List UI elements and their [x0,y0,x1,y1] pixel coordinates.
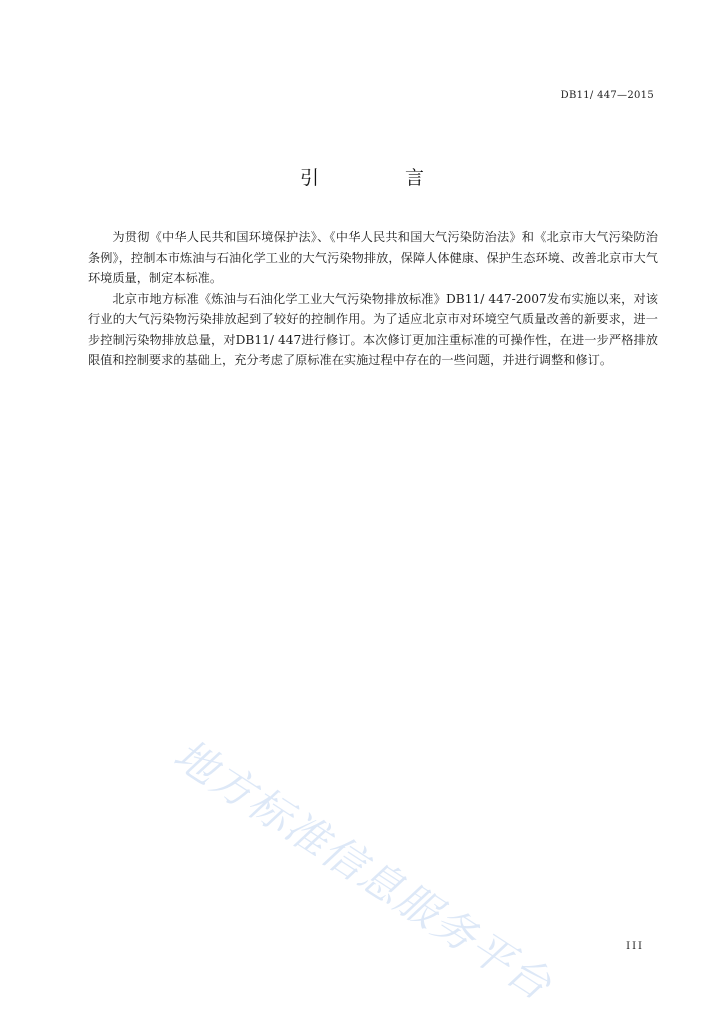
document-code: DB11/ 447—2015 [560,90,654,101]
watermark: 地方标准信息服务平台 [165,729,562,1011]
section-title: 引 言 [299,167,465,189]
body-text [88,227,658,371]
paragraph-1: 为贯彻《中华人民共和国环境保护法》、《中华人民共和国大气污染防治法》和《北京市大气污染防治条例》，控制本市炼油与石油化学工业的大气污染物排放，保障人体健康、保护生态环境、改善北京市大气环境质量，制定本标准。 [88,230,658,285]
paragraph-2: 北京市地方标准《炼油与石油化学工业大气污染物排放标准》DB11/ 447-2007发布实施以来，对该行业的大气污染物污染排放起到了较好的控制作用。为了适应北京市对环境空气质量改善的新要求，进一步控制污染物排放总量，对DB11/ 447进行修订。本次修订更加注重标准的可操作性，在进一步严格排放限值和控制要求的基础上，充分考虑了原标准在实施过程中存在的一些问题，并进行调整和修订。 [88,291,658,367]
page-number: III [626,941,644,952]
